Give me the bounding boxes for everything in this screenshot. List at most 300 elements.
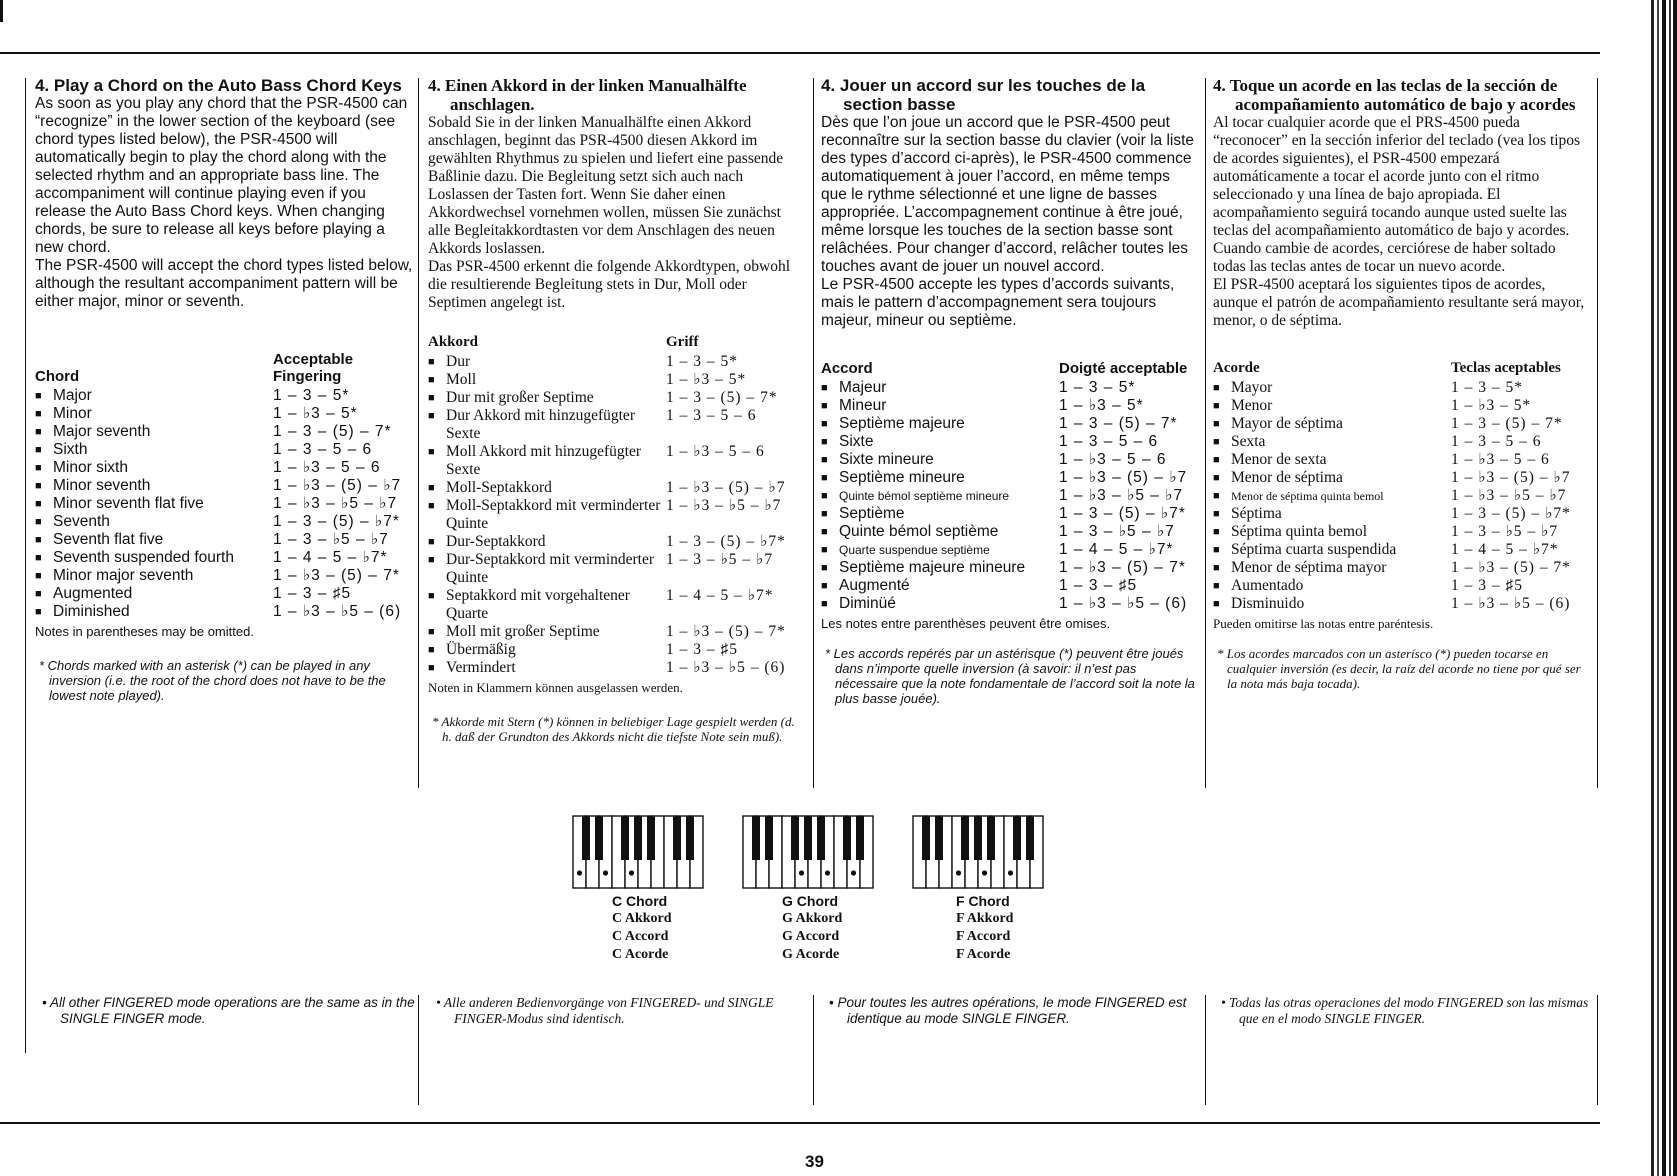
chord-row [35, 567, 413, 585]
square-bullet-icon: ■ [428, 410, 435, 422]
square-bullet-icon: ■ [821, 490, 828, 502]
intro-paragraph: Al tocar cualquier acorde que el PRS-4500 pueda “reconocer” en la sección inferior del teclado (vea los tipos de acordes siguientes), el PSR-4500 empezará automáticamente a tocar el acorde junto con el ritmo seleccionado y una línea de bajo apropiada. El acompañamiento seguirá tocando aunque usted suelte las teclas del acompañamiento automático de bajo y acordes. Cuando cambie de acordes, cerciórese de haber soltado todas las teclas antes de tocar un nuevo acorde. [1213, 114, 1581, 275]
chord-label-es: F Acorde [956, 947, 1011, 962]
chord-name: Aumentado [1231, 577, 1304, 594]
chord-table-header [428, 334, 806, 351]
chord-name: Seventh flat five [53, 531, 164, 548]
fingering: 1 – ♭3 – (5) – ♭7 [1059, 469, 1188, 486]
chord-row [428, 641, 806, 659]
fingering: 1 – ♭3 – 5* [1059, 397, 1144, 414]
chord-name: Mineur [839, 397, 887, 414]
black-key [974, 816, 982, 860]
chord-row [428, 407, 806, 443]
column-spanish [1213, 72, 1591, 691]
chord-name: Minor seventh [53, 477, 151, 494]
chord-name: Majeur [839, 379, 887, 396]
black-key [686, 816, 694, 860]
chord-name: Moll [446, 371, 477, 388]
chord-name-cell [428, 533, 666, 551]
asterisk-footnote: * Chords marked with an asterisk (*) can be played in any inversion (i.e. the root of the chord does not have to be the lowest note played). [39, 658, 386, 703]
chord-row [35, 423, 413, 441]
chord-name: Disminuido [1231, 595, 1305, 612]
fingering: 1 – ♭3 – 5* [1451, 397, 1532, 414]
left-margin-line [25, 78, 26, 1053]
parentheses-note: Notes in parentheses may be omitted. [35, 624, 254, 639]
chord-name-cell [35, 387, 273, 405]
chord-name: Sixth [53, 441, 88, 458]
fingering: 1 – 3 – ♯5 [1451, 577, 1523, 594]
chord-label-de: G Akkord [782, 911, 843, 926]
black-key [935, 816, 943, 860]
chord-name: Septième majeure [839, 415, 965, 432]
square-bullet-icon: ■ [428, 500, 435, 512]
chord-name: Dur mit großer Septime [446, 389, 594, 406]
fingering: 1 – 4 – 5 – ♭7* [273, 549, 388, 566]
chord-row [1213, 451, 1591, 469]
fingering: 1 – 3 – ♯5 [666, 641, 738, 658]
chord-row [821, 487, 1199, 505]
square-bullet-icon: ■ [428, 374, 435, 386]
chord-row [428, 497, 806, 533]
chord-name: Septakkord mit vorgehaltener Quarte [446, 587, 630, 622]
chord-row [35, 495, 413, 513]
column-german [428, 72, 806, 744]
fingering: 1 – 3 – ♯5 [1059, 577, 1138, 594]
chord-row [35, 585, 413, 603]
chord-name: Menor de sexta [1231, 451, 1327, 468]
bottom-note-german: • Alle anderen Bedienvorgänge von FINGERED- und SINGLE FINGER-Modus sind identisch. [436, 995, 774, 1026]
chord-name: Diminüé [839, 595, 896, 612]
fingering: 1 – ♭3 – (5) – ♭7 [666, 479, 786, 496]
black-key [856, 816, 864, 860]
chord-row [1213, 541, 1591, 559]
chord-column-header: Akkord [428, 334, 479, 350]
fingering: 1 – ♭3 – 5* [273, 405, 358, 422]
square-bullet-icon: ■ [35, 534, 42, 546]
chord-name-cell [1213, 451, 1451, 469]
black-key [987, 816, 995, 860]
chord-name: Mayor [1231, 379, 1273, 396]
square-bullet-icon: ■ [821, 526, 828, 538]
chord-name-cell [821, 415, 1059, 433]
chord-name-cell [428, 659, 666, 677]
black-key [673, 816, 681, 860]
chord-row [35, 531, 413, 549]
fingering: 1 – 4 – 5 – ♭7* [1451, 541, 1559, 558]
chord-name-cell [35, 477, 273, 495]
chord-name: Diminished [53, 603, 130, 620]
square-bullet-icon: ■ [428, 662, 435, 674]
square-bullet-icon: ■ [1213, 544, 1220, 556]
fingering: 1 – ♭3 – ♭5 – (6) [1451, 595, 1571, 612]
square-bullet-icon: ■ [35, 390, 42, 402]
chord-name-cell [428, 389, 666, 407]
fingering: 1 – ♭3 – 5 – 6 [1451, 451, 1550, 468]
chord-name: Dur Akkord mit hinzugefügter Sexte [446, 407, 635, 442]
square-bullet-icon: ■ [428, 392, 435, 404]
asterisk-footnote: * Los acordes marcados con un asterísco (*) pueden tocarse en cualquier inversión (es decir, la raíz del acorde no tiene por qué ser la nota más baja tocada). [1217, 646, 1581, 691]
chord-row [35, 441, 413, 459]
chord-name-cell [1213, 577, 1451, 595]
chord-row [428, 371, 806, 389]
chord-label-fr: G Accord [782, 929, 840, 944]
parentheses-note: Les notes entre parenthèses peuvent être omises. [821, 616, 1111, 631]
chord-name-cell [1213, 559, 1451, 577]
keyboard-svg [912, 815, 1048, 889]
chord-row [428, 479, 806, 497]
black-key [634, 816, 642, 860]
chord-name-cell [428, 443, 666, 479]
chord-label-en: C Chord [612, 893, 668, 909]
chord-name: Minor sixth [53, 459, 128, 476]
top-rule [0, 52, 1600, 54]
chord-table-rows [821, 379, 1199, 613]
column-divider-1 [418, 78, 419, 788]
chord-name-cell [1213, 469, 1451, 487]
square-bullet-icon: ■ [428, 554, 435, 566]
chord-table [35, 351, 413, 621]
chord-label-fr: C Accord [612, 929, 669, 944]
chord-name: Quinte bémol septième [839, 523, 999, 540]
chord-row [821, 559, 1199, 577]
black-key [843, 816, 851, 860]
black-key [595, 816, 603, 860]
chord-name-cell [1213, 397, 1451, 415]
chord-name: Quinte bémol septième mineure [839, 489, 1010, 503]
chord-name-cell [428, 623, 666, 641]
black-key [647, 816, 655, 860]
fingering: 1 – ♭3 – (5) – ♭7 [273, 477, 402, 494]
chord-name: Quarte suspendue septième [839, 543, 990, 557]
chord-name: Minor seventh flat five [53, 495, 204, 512]
square-bullet-icon: ■ [821, 544, 828, 556]
black-key [1013, 816, 1021, 860]
chord-name-cell [1213, 379, 1451, 397]
square-bullet-icon: ■ [821, 580, 828, 592]
chord-label-es: C Acorde [612, 947, 669, 962]
section-heading: 4. Play a Chord on the Auto Bass Chord Keys [35, 76, 402, 95]
column-french [821, 72, 1199, 706]
chord-name-cell [35, 441, 273, 459]
chord-types-paragraph: Das PSR-4500 erkennt die folgende Akkordtypen, obwohl die resultierende Begleitung stets in Dur, Moll oder Septimen angelegt ist. [428, 258, 791, 311]
fingering: 1 – 3 – ♭5 – ♭7 [273, 531, 389, 548]
column-divider-right [1597, 78, 1598, 788]
fingering: 1 – 3 – ♯5 [273, 585, 352, 602]
square-bullet-icon: ■ [1213, 508, 1220, 520]
chord-name-cell [428, 641, 666, 659]
black-key [582, 816, 590, 860]
chord-row [821, 541, 1199, 559]
chord-name: Seventh suspended fourth [53, 549, 234, 566]
black-key [817, 816, 825, 860]
corner-mark [0, 0, 3, 22]
chord-name-cell [35, 459, 273, 477]
fingering: 1 – ♭3 – 5 – 6 [1059, 451, 1167, 468]
chord-name-cell [35, 405, 273, 423]
binding-edge [1637, 0, 1677, 1176]
square-bullet-icon: ■ [821, 454, 828, 466]
square-bullet-icon: ■ [821, 418, 828, 430]
chord-name: Major seventh [53, 423, 151, 440]
fingering: 1 – 3 – (5) – 7* [273, 423, 392, 440]
chord-row [428, 353, 806, 371]
black-key [791, 816, 799, 860]
pressed-key-dot [603, 870, 608, 875]
chord-row [821, 379, 1199, 397]
square-bullet-icon: ■ [428, 446, 435, 458]
chord-name-cell [428, 371, 666, 389]
chord-name: Menor de séptima [1231, 469, 1343, 486]
chord-row [1213, 397, 1591, 415]
square-bullet-icon: ■ [1213, 580, 1220, 592]
chord-row [428, 587, 806, 623]
square-bullet-icon: ■ [35, 426, 42, 438]
square-bullet-icon: ■ [35, 498, 42, 510]
keyboard-label-c [612, 892, 672, 964]
chord-name: Minor [53, 405, 92, 422]
pressed-key-dot [825, 870, 830, 875]
pressed-key-dot [629, 870, 634, 875]
square-bullet-icon: ■ [1213, 436, 1220, 448]
fingering: 1 – ♭3 – ♭5 – ♭7 [1451, 487, 1567, 504]
chord-row [821, 451, 1199, 469]
chord-table-rows [428, 353, 806, 677]
chord-label-fr: F Accord [956, 929, 1011, 944]
chord-column-header: Chord [35, 368, 80, 385]
chord-name-cell [1213, 541, 1451, 559]
square-bullet-icon: ■ [428, 482, 435, 494]
square-bullet-icon: ■ [35, 444, 42, 456]
parentheses-note: Noten in Klammern können ausgelassen werden. [428, 680, 683, 695]
fingering-column-header: Doigté acceptable [1059, 360, 1188, 377]
chord-row [821, 397, 1199, 415]
fingering: 1 – ♭3 – (5) – 7* [666, 623, 786, 640]
pressed-key-dot [577, 870, 582, 875]
chord-name-cell [821, 523, 1059, 541]
column-divider-2 [813, 78, 814, 788]
chord-name: Moll-Septakkord [446, 479, 552, 496]
square-bullet-icon: ■ [35, 516, 42, 528]
intro-paragraph: Sobald Sie in der linken Manualhälfte einen Akkord anschlagen, beginnt das PSR-4500 diesen Akkord im gewählten Rhythmus zu spielen und liefert eine passende Baßlinie dazu. Die Begleitung setzt sich auch nach Loslassen der Tasten fort. Wenn Sie daher einen Akkordwechsel vornehmen wollen, müssen Sie zunächst alle Begleitakkordtasten vor dem Anschlagen des neuen Akkords loslassen. [428, 114, 784, 257]
chord-row [428, 389, 806, 407]
chord-types-paragraph: Le PSR-4500 accepte les types d’accords suivants, mais le pattern d’accompagnement sera toujours majeur, mineur ou septième. [821, 276, 1175, 329]
chord-name: Augmented [53, 585, 133, 602]
fingering: 1 – 3 – 5* [273, 387, 350, 404]
section-heading: 4. Jouer un accord sur les touches de la section basse [821, 76, 1146, 114]
square-bullet-icon: ■ [821, 436, 828, 448]
black-key [804, 816, 812, 860]
square-bullet-icon: ■ [1213, 418, 1220, 430]
chord-row [821, 595, 1199, 613]
chord-row [35, 513, 413, 531]
fingering: 1 – 3 – (5) – 7* [1059, 415, 1178, 432]
chord-name-cell [821, 469, 1059, 487]
square-bullet-icon: ■ [35, 606, 42, 618]
chord-name: Septième majeure mineure [839, 559, 1026, 576]
fingering: 1 – ♭3 – (5) – 7* [273, 567, 400, 584]
fingering: 1 – ♭3 – (5) – ♭7 [1451, 469, 1571, 486]
chord-name: Sixte mineure [839, 451, 934, 468]
square-bullet-icon: ■ [1213, 382, 1220, 394]
square-bullet-icon: ■ [428, 590, 435, 602]
square-bullet-icon: ■ [821, 472, 828, 484]
bottom-divider-3 [1205, 995, 1206, 1105]
bottom-divider-1 [418, 995, 419, 1105]
asterisk-footnote: * Akkorde mit Stern (*) können in beliebiger Lage gespielt werden (d. h. daß der Grundton des Akkords nicht die tiefste Note sein muß). [432, 714, 795, 744]
chord-name-cell [428, 497, 666, 533]
chord-row [35, 477, 413, 495]
chord-name: Mayor de séptima [1231, 415, 1343, 432]
asterisk-footnote: * Les accords repérés par un astérisque (*) peuvent être joués dans n’importe quelle inversion (à savoir: il n’est pas nécessaire que la note fondamentale de l’accord soit la note la plus basse jouée). [825, 646, 1195, 706]
black-key [1026, 816, 1034, 860]
chord-row [1213, 505, 1591, 523]
fingering: 1 – 3 – 5 – 6 [1059, 433, 1159, 450]
square-bullet-icon: ■ [1213, 400, 1220, 412]
square-bullet-icon: ■ [821, 508, 828, 520]
fingering: 1 – 3 – ♭5 – ♭7 [1059, 523, 1175, 540]
chord-name-cell [35, 603, 273, 621]
chord-row [428, 551, 806, 587]
pressed-key-dot [799, 870, 804, 875]
chord-row [821, 433, 1199, 451]
chord-row [35, 603, 413, 621]
chord-row [1213, 595, 1591, 613]
chord-name: Vermindert [446, 659, 516, 676]
pressed-key-dot [1008, 870, 1013, 875]
page-number: 39 [805, 1152, 824, 1171]
chord-name: Menor de séptima quinta bemol [1231, 489, 1384, 503]
bottom-rule [0, 1122, 1600, 1124]
chord-row [428, 533, 806, 551]
square-bullet-icon: ■ [428, 644, 435, 656]
chord-name: Septième mineure [839, 469, 965, 486]
chord-row [35, 387, 413, 405]
square-bullet-icon: ■ [35, 462, 42, 474]
chord-name-cell [821, 433, 1059, 451]
fingering: 1 – 3 – (5) – ♭7* [273, 513, 400, 530]
chord-label-en: F Chord [956, 893, 1010, 909]
chord-row [428, 659, 806, 677]
fingering: 1 – ♭3 – 5* [666, 371, 747, 388]
chord-row [821, 469, 1199, 487]
pressed-key-dot [982, 870, 987, 875]
chord-name: Sixte [839, 433, 874, 450]
square-bullet-icon: ■ [1213, 472, 1220, 484]
pressed-key-dot [851, 870, 856, 875]
chord-name-cell [35, 531, 273, 549]
fingering: 1 – 3 – 5* [1059, 379, 1136, 396]
bottom-divider-right [1597, 995, 1598, 1105]
chord-name-cell [1213, 487, 1451, 505]
fingering: 1 – ♭3 – ♭5 – (6) [273, 603, 402, 620]
chord-name-cell [1213, 415, 1451, 433]
fingering: 1 – 3 – 5 – 6 [273, 441, 373, 458]
keyboard-label-g [782, 892, 842, 964]
fingering: 1 – 3 – 5 – 6 [666, 407, 757, 424]
intro-paragraph: As soon as you play any chord that the PSR-4500 can “recognize” in the lower section of the keyboard (see chord types listed below), the PSR-4500 will automatically begin to play the chord along with the selected rhythm and an appropriate bass line. The accompaniment will continue playing even if you release the Auto Bass Chord keys. When changing chords, be sure to release all keys before playing a new chord. [35, 95, 408, 256]
chord-row [821, 523, 1199, 541]
pressed-key-dot [956, 870, 961, 875]
chord-row [35, 459, 413, 477]
black-key [922, 816, 930, 860]
bottom-note-spanish: • Todas las otras operaciones del modo FINGERED son las mismas que en el modo SINGLE FINGER. [1221, 995, 1589, 1026]
chord-column-header: Acorde [1213, 360, 1260, 376]
fingering: 1 – ♭3 – ♭5 – ♭7 [666, 497, 782, 514]
keyboard-diagram-g [742, 815, 878, 894]
square-bullet-icon: ■ [1213, 598, 1220, 610]
fingering: 1 – ♭3 – ♭5 – ♭7 [273, 495, 398, 512]
chord-name: Minor major seventh [53, 567, 194, 584]
chord-row [1213, 577, 1591, 595]
square-bullet-icon: ■ [35, 588, 42, 600]
chord-name: Séptima [1231, 505, 1282, 522]
fingering: 1 – 3 – 5* [666, 353, 738, 370]
square-bullet-icon: ■ [428, 356, 435, 368]
chord-name: Dur [446, 353, 471, 370]
column-divider-3 [1205, 78, 1206, 788]
fingering: 1 – 3 – (5) – ♭7* [1059, 505, 1186, 522]
chord-label-es: G Acorde [782, 947, 840, 962]
chord-name: Übermäßig [446, 641, 516, 658]
chord-table-rows [35, 387, 413, 621]
fingering: 1 – 4 – 5 – ♭7* [666, 587, 774, 604]
bottom-note-french: • Pour toutes les autres opérations, le mode FINGERED est identique au mode SINGLE FINGER. [829, 995, 1187, 1026]
chord-name-cell [35, 567, 273, 585]
fingering: 1 – ♭3 – ♭5 – ♭7 [1059, 487, 1184, 504]
square-bullet-icon: ■ [1213, 562, 1220, 574]
chord-label-en: G Chord [782, 893, 838, 909]
chord-name: Moll-Septakkord mit verminderter Quinte [446, 497, 661, 532]
chord-table-header [821, 360, 1199, 377]
chord-row [428, 623, 806, 641]
chord-name-cell [1213, 433, 1451, 451]
square-bullet-icon: ■ [821, 382, 828, 394]
fingering: 1 – ♭3 – ♭5 – (6) [1059, 595, 1188, 612]
chord-table-header [35, 351, 413, 385]
chord-table-header [1213, 360, 1591, 377]
section-heading: 4. Einen Akkord in der linken Manualhälfte anschlagen. [428, 76, 747, 114]
chord-table-rows [1213, 379, 1591, 613]
square-bullet-icon: ■ [428, 536, 435, 548]
chord-row [1213, 379, 1591, 397]
chord-name-cell [428, 479, 666, 497]
fingering: 1 – 3 – ♭5 – ♭7 [666, 551, 774, 568]
chord-name: Septième [839, 505, 905, 522]
keyboard-diagram-c [572, 815, 708, 894]
chord-name: Menor [1231, 397, 1273, 414]
chord-name-cell [821, 595, 1059, 613]
intro-paragraph: Dès que l’on joue un accord que le PSR-4500 peut reconnaître sur la section basse du clavier (voir la liste des types d’accord ci-après), le PSR-4500 commence automatiquement à jouer l’accord, en même temps que le rythme sélectionné et une ligne de basses appropriée. L’accompagnement continue à être joué, même lorsque les touches de la section basse sont relâchées. Pour changer d’accord, relâcher toutes les touches avant de jouer un nouvel accord. [821, 114, 1195, 275]
chord-column-header: Accord [821, 360, 873, 377]
fingering: 1 – 4 – 5 – ♭7* [1059, 541, 1174, 558]
fingering: 1 – ♭3 – 5 – 6 [666, 443, 765, 460]
black-key [765, 816, 773, 860]
fingering-column-header: Acceptable Fingering [273, 351, 354, 385]
fingering-column-header: Griff [666, 334, 699, 350]
chord-name: Dur-Septakkord mit verminderter Quinte [446, 551, 655, 586]
chord-name-cell [428, 353, 666, 371]
square-bullet-icon: ■ [35, 552, 42, 564]
chord-name-cell [821, 379, 1059, 397]
chord-name-cell [1213, 505, 1451, 523]
chord-table [1213, 360, 1591, 613]
chord-row [1213, 559, 1591, 577]
fingering: 1 – ♭3 – (5) – 7* [1059, 559, 1186, 576]
fingering: 1 – ♭3 – (5) – 7* [1451, 559, 1571, 576]
bottom-note-english: • All other FINGERED mode operations are the same as in the SINGLE FINGER mode. [42, 995, 415, 1026]
chord-name: Menor de séptima mayor [1231, 559, 1387, 576]
chord-name-cell [35, 549, 273, 567]
